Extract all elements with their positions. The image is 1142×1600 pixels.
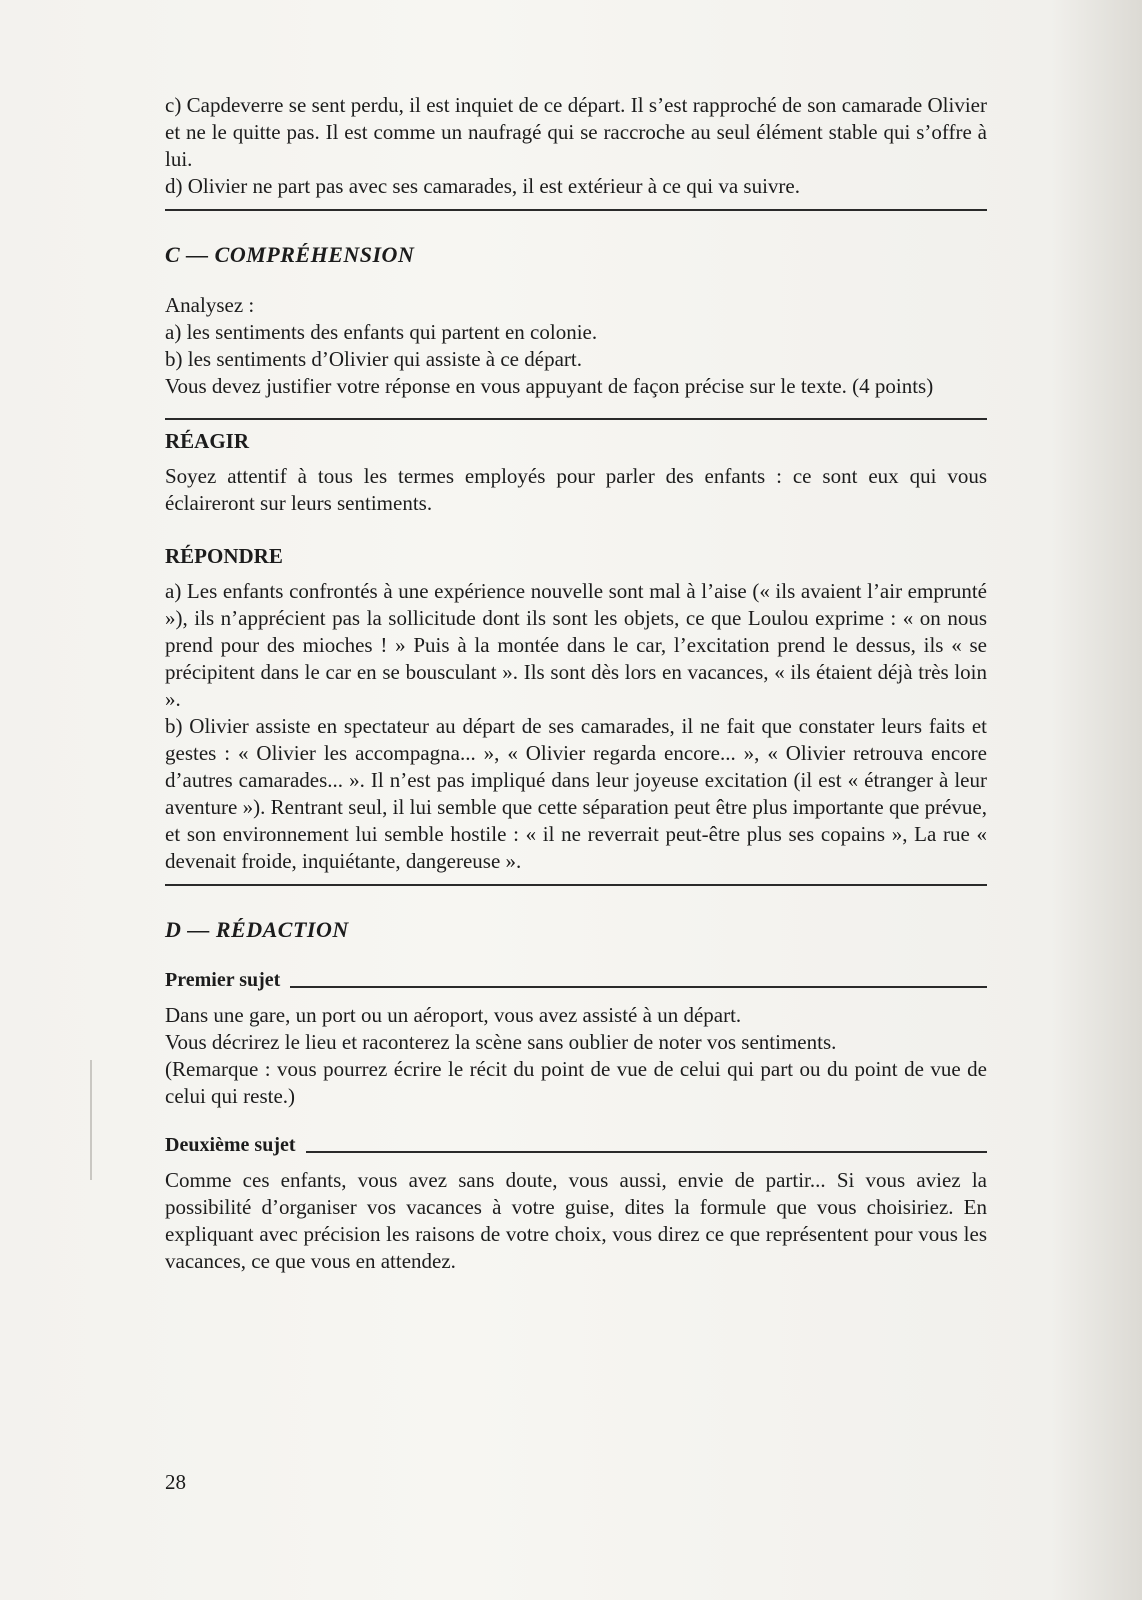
section-d-title: D — RÉDACTION — [165, 917, 349, 942]
subject2-text: Comme ces enfants, vous avez sans doute, vous aussi, envie de partir... Si vous aviez la possibilité d’organiser vos vacances à votre guise, dites la formule que vous choisiriez. En expliquant avec précision les raisons de votre choix, vous direz ce que représentent pour vous les vacances, ce que vous en attendez. — [165, 1168, 987, 1273]
page-content — [165, 92, 987, 1275]
section-c-line: Analysez : — [165, 293, 255, 317]
subject1-line: (Remarque : vous pourrez écrire le récit du point de vue de celui qui part ou du point de vue de celui qui reste.) — [165, 1057, 987, 1108]
section-c-line: a) les sentiments des enfants qui partent en colonie. — [165, 320, 598, 344]
section-c-line: Vous devez justifier votre réponse en vous appuyant de façon précise sur le texte. (4 points) — [165, 374, 934, 398]
section-c-line: b) les sentiments d’Olivier qui assiste à ce départ. — [165, 347, 582, 371]
divider — [165, 418, 987, 420]
subject1-heading — [165, 967, 987, 994]
divider — [165, 209, 987, 211]
repondre-title: RÉPONDRE — [165, 544, 283, 568]
intro-paragraph-c: c) Capdeverre se sent perdu, il est inquiet de ce départ. Il s’est rapproché de son camarade Olivier et ne le quitte pas. Il est comme un naufragé qui se raccroche au seul élément stable qui s’offre à lui. — [165, 93, 987, 171]
repondre-a: a) Les enfants confrontés à une expérience nouvelle sont mal à l’aise (« ils avaient l’air emprunté »), ils n’apprécient pas la sollicitude dont ils sont les objets, ce que Loulou exprime : « on nous prend pour des mioches ! » Puis à la montée dans le car, l’excitation prend le dessus, ils « se précipitent dans le car en se bousculant ». Ils sont dès lors en vacances, « ils étaient déjà très loin ». — [165, 579, 987, 711]
subject1-rule — [290, 986, 987, 988]
subject1-label: Premier sujet — [165, 969, 281, 991]
divider — [165, 884, 987, 886]
subject2-label: Deuxième sujet — [165, 1134, 296, 1156]
subject1-line: Dans une gare, un port ou un aéroport, vous avez assisté à un départ. — [165, 1003, 742, 1027]
page-number: 28 — [165, 1470, 186, 1494]
subject2-rule — [306, 1151, 987, 1153]
reagir-text: Soyez attentif à tous les termes employés pour parler des enfants : ce sont eux qui vous éclaireront sur leurs sentiments. — [165, 464, 987, 515]
intro-paragraph-d: d) Olivier ne part pas avec ses camarades, il est extérieur à ce qui va suivre. — [165, 174, 800, 198]
subject2-heading — [165, 1132, 987, 1159]
margin-mark — [90, 1060, 92, 1180]
section-c-title: C — COMPRÉHENSION — [165, 242, 415, 267]
repondre-b: b) Olivier assiste en spectateur au départ de ses camarades, il ne fait que constater leurs faits et gestes : « Olivier les accompagna... », « Olivier regarda encore... », « Olivier retrouva encore d’autres camarades... ». Il n’est pas impliqué dans leur joyeuse excitation (il est « étranger à leur aventure »). Rentrant seul, il lui semble que cette séparation peut être plus importante que prévue, et son environnement lui semble hostile : « il ne reverrait peut-être plus ses copains », La rue « devenait froide, inquiétante, dangereuse ». — [165, 714, 987, 873]
reagir-title: RÉAGIR — [165, 429, 250, 453]
subject1-line: Vous décrirez le lieu et raconterez la scène sans oublier de noter vos sentiments. — [165, 1030, 837, 1054]
